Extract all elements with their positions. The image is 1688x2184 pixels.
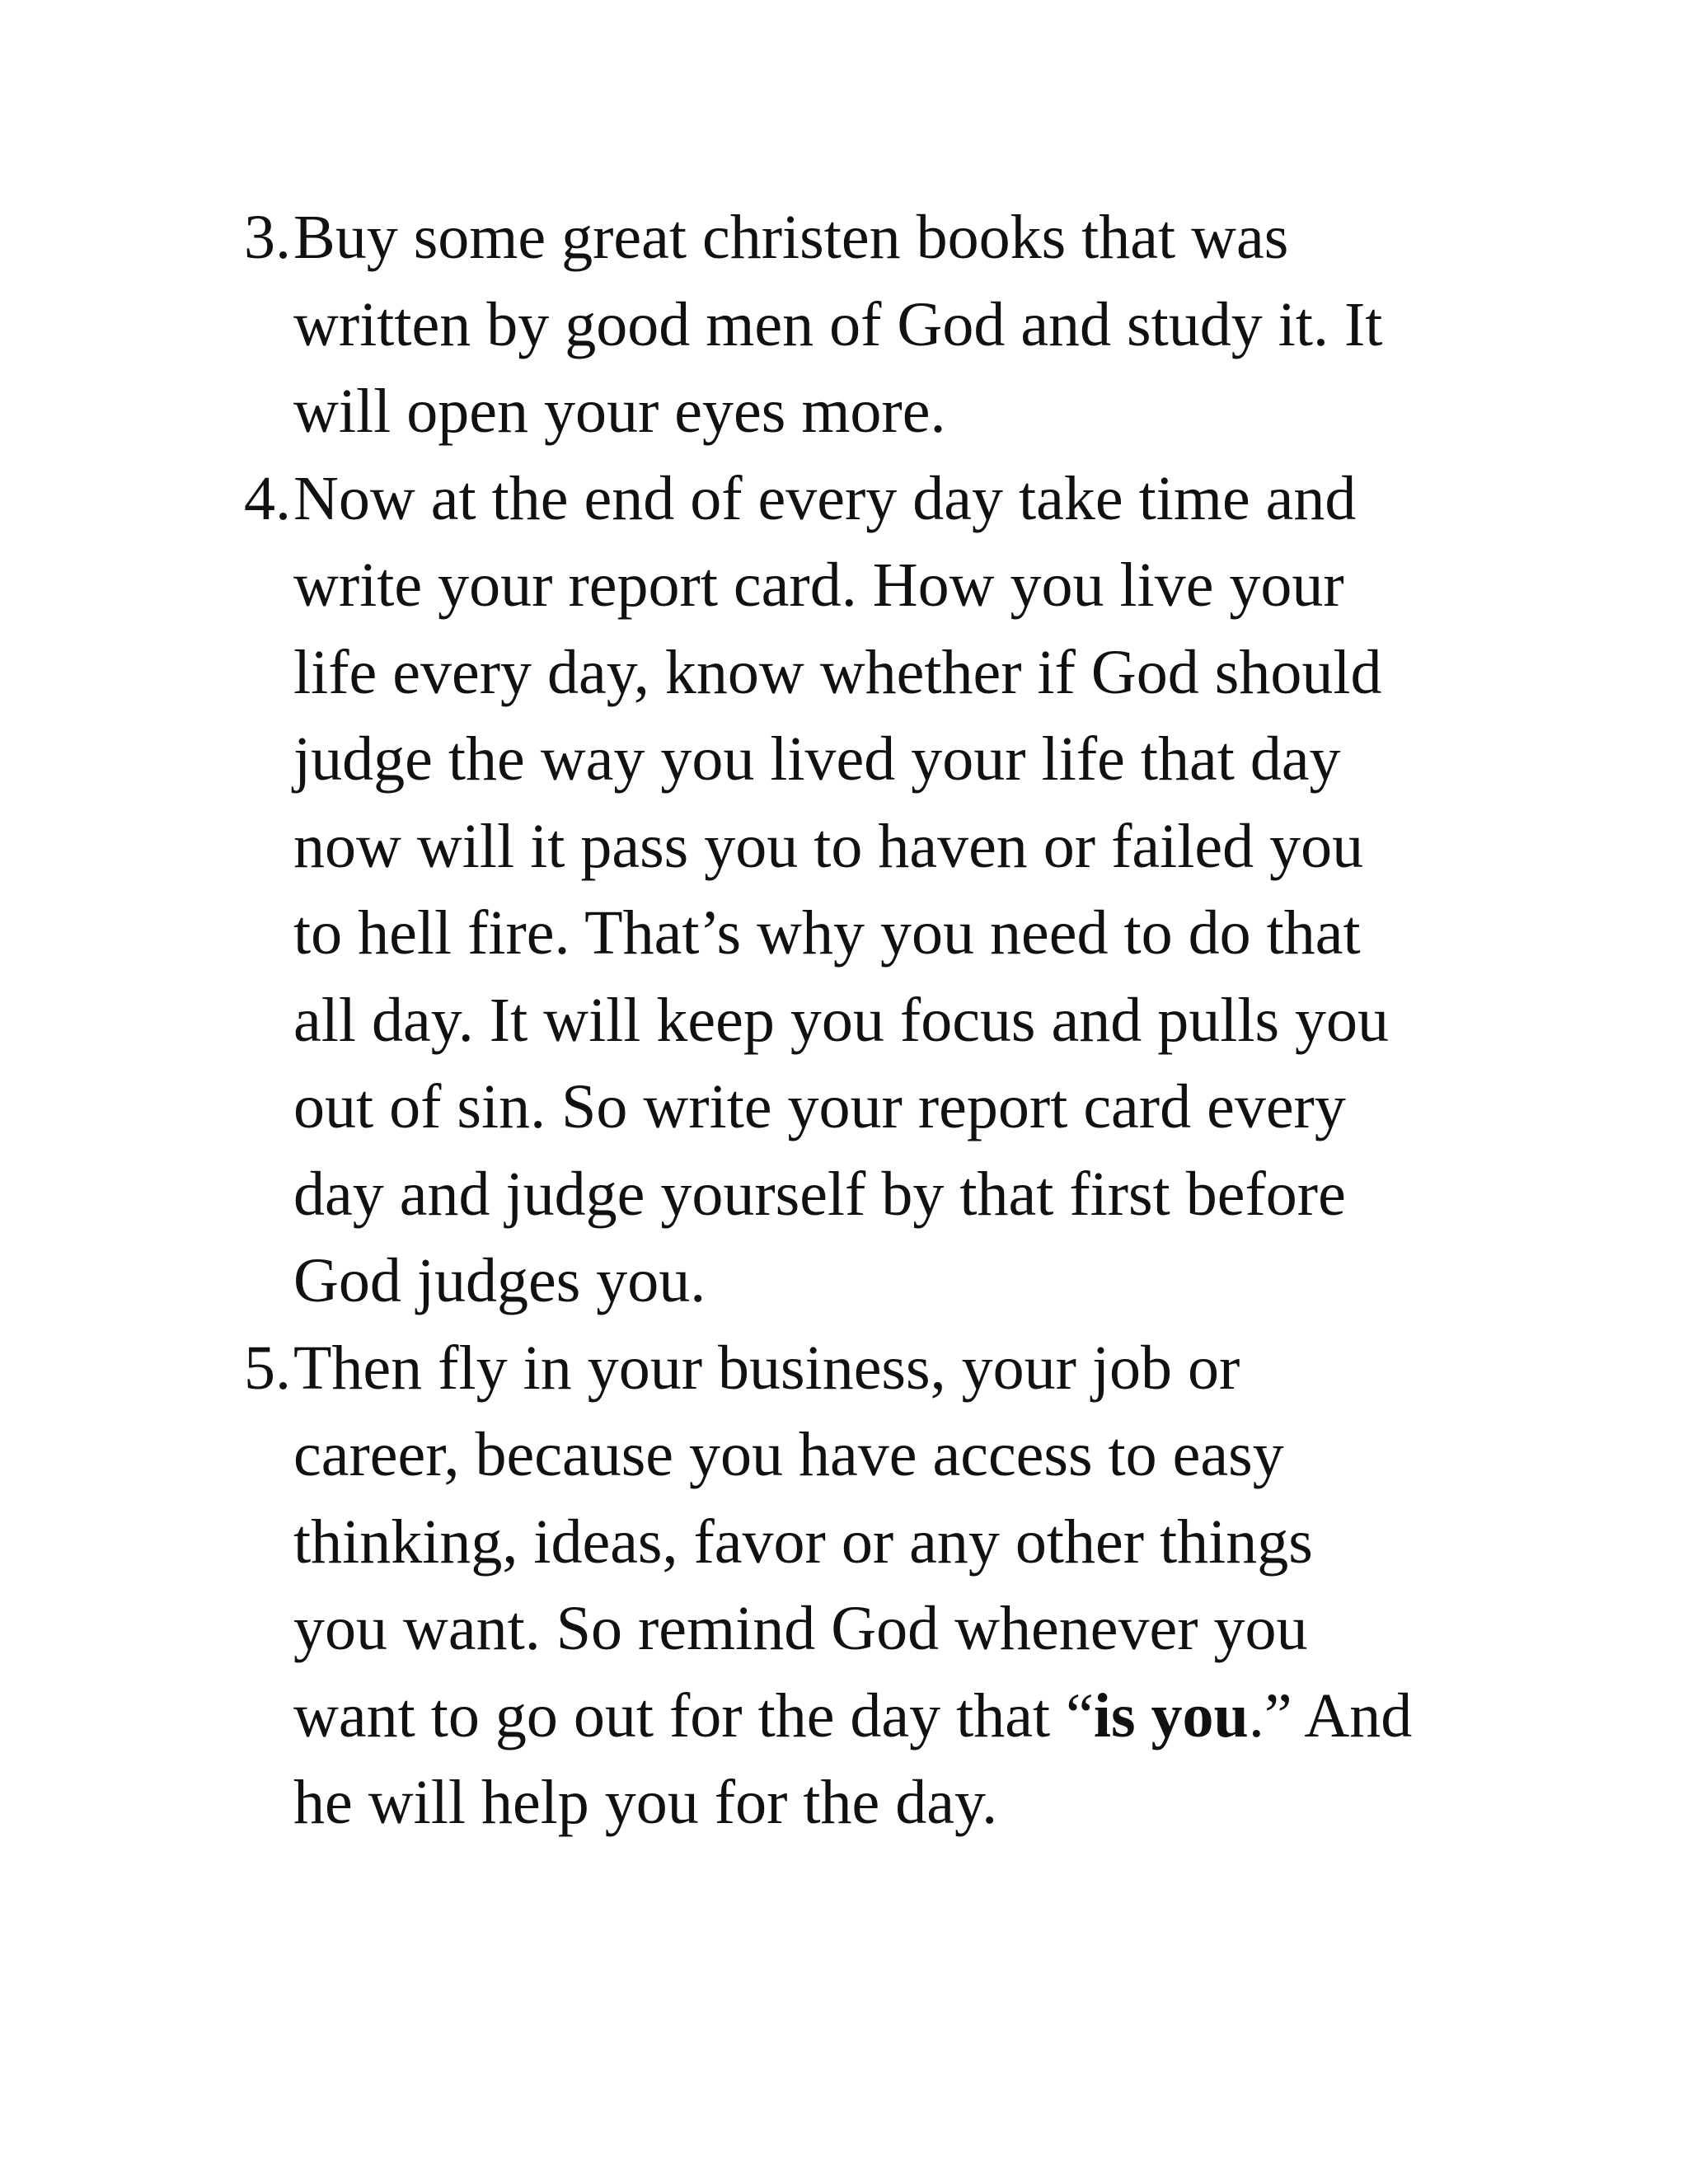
- list-item-5: [244, 1325, 1530, 1847]
- numbered-list: [244, 194, 1530, 1847]
- text-line: Then fly in your business, your job or: [293, 1333, 1240, 1403]
- text-line: written by good men of God and study it. It: [293, 289, 1383, 359]
- text-line: to hell fire. That’s why you need to do that: [293, 898, 1361, 968]
- text-segment: want to go out for the day that “: [293, 1680, 1094, 1750]
- text-line: life every day, know whether if God should: [293, 637, 1382, 707]
- text-segment: .” And: [1248, 1680, 1413, 1750]
- text-line: write your report card. How you live your: [293, 551, 1344, 620]
- list-number: 5.: [244, 1333, 291, 1403]
- text-line: judge the way you lived your life that day: [293, 724, 1341, 794]
- text-line: you want. So remind God whenever you: [293, 1594, 1308, 1663]
- list-number: 3.: [244, 203, 291, 272]
- list-number: 4.: [244, 463, 291, 533]
- text-line: all day. It will keep you focus and pulls you: [293, 985, 1390, 1055]
- text-line-with-emphasis: [293, 1673, 1530, 1760]
- bold-emphasis: is you: [1093, 1680, 1249, 1750]
- text-line: career, because you have access to easy: [293, 1420, 1284, 1489]
- list-item-3: [244, 194, 1530, 456]
- text-line: thinking, ideas, favor or any other things: [293, 1507, 1313, 1577]
- list-item-4: [244, 456, 1530, 1325]
- text-line: he will help you for the day.: [293, 1768, 998, 1837]
- text-line: God judges you.: [293, 1246, 706, 1315]
- text-line: day and judge yourself by that first before: [293, 1159, 1346, 1229]
- text-line: Now at the end of every day take time and: [293, 463, 1357, 533]
- text-line: Buy some great christen books that was: [293, 203, 1289, 272]
- text-line: now will it pass you to haven or failed you: [293, 811, 1364, 881]
- text-line: out of sin. So write your report card every: [293, 1072, 1346, 1141]
- text-line: will open your eyes more.: [293, 377, 946, 446]
